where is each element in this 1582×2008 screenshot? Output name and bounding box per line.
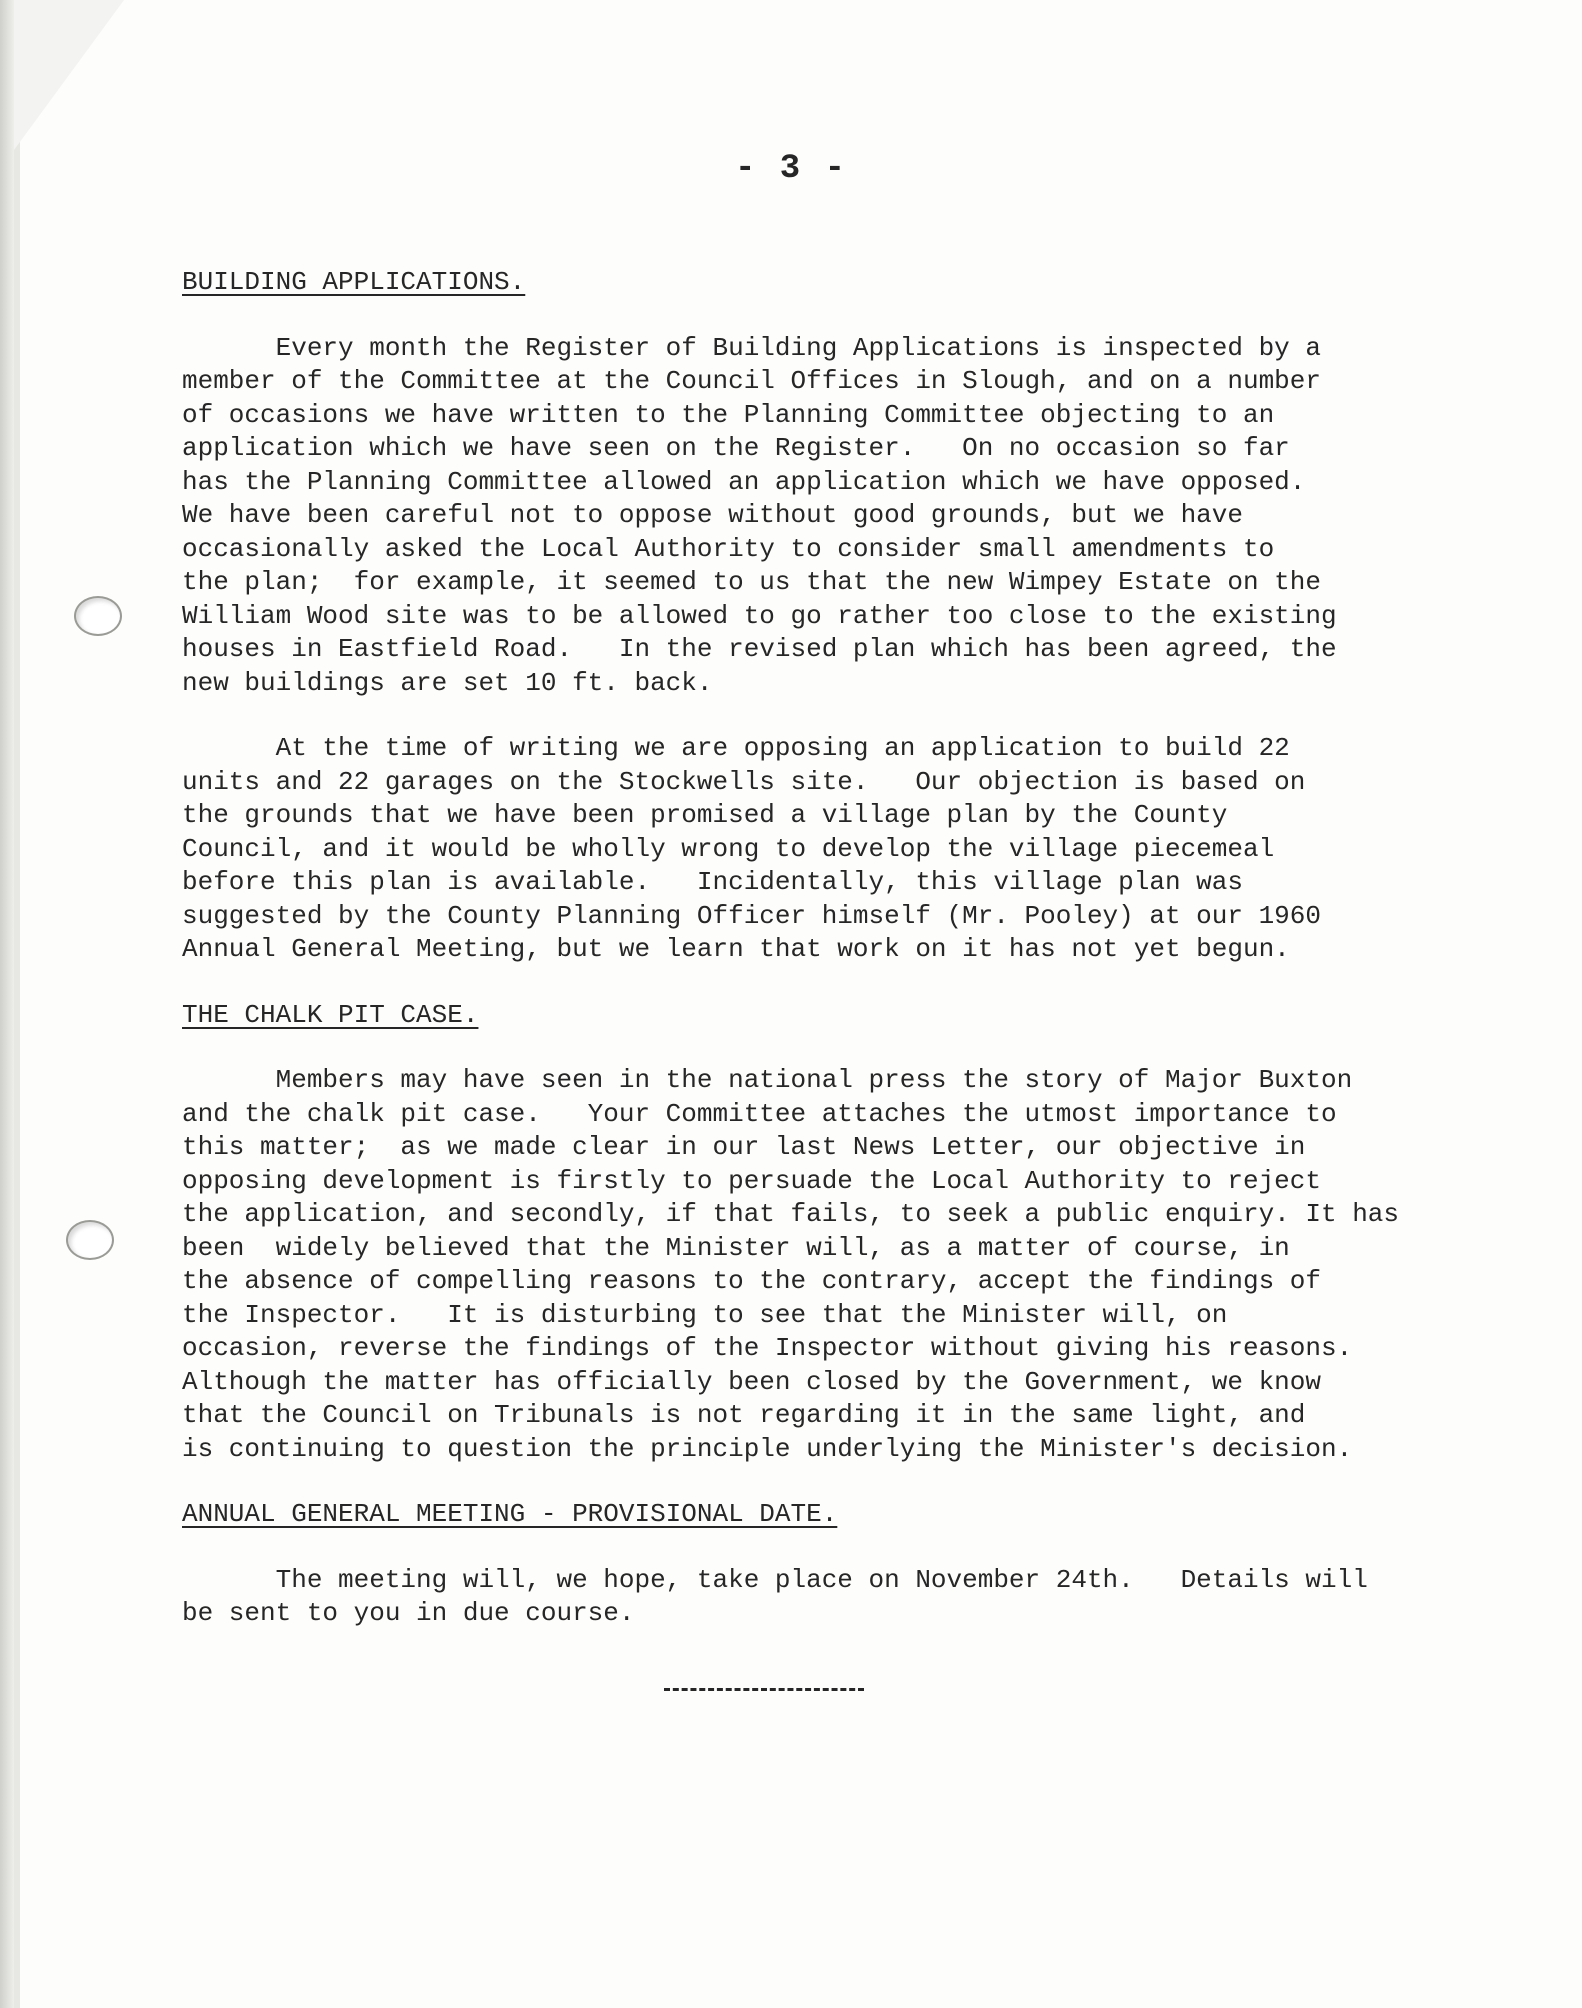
page-number: - 3 - [734, 150, 848, 188]
folded-corner [14, 0, 124, 150]
punch-hole [66, 1220, 114, 1260]
text-line: the grounds that we have been promised a village plan by the County [182, 800, 1228, 830]
text-line: Every month the Register of Building Applications is inspected by a [182, 332, 1321, 363]
punch-hole [74, 596, 122, 636]
text-line: units and 22 garages on the Stockwells site. Our objection is based on [182, 766, 1306, 797]
text-line: has the Planning Committee allowed an application which we have opposed. [182, 466, 1306, 497]
text-line: the application, and secondly, if that fails, to seek a public enquiry. It has [182, 1199, 1399, 1229]
paragraph [182, 1064, 1482, 1466]
text-line: been widely believed that the Minister will, as a matter of course, in [182, 1232, 1290, 1263]
text-line: is continuing to question the principle underlying the Minister's decision. [182, 1433, 1353, 1464]
text-line: this matter; as we made clear in our last News Letter, our objective in [182, 1132, 1306, 1162]
text-line: occasion, reverse the findings of the Inspector without giving his reasons. [182, 1333, 1353, 1363]
section-annual-general-meeting [182, 1498, 1482, 1631]
text-line: Council, and it would be wholly wrong to develop the village piecemeal [182, 833, 1275, 864]
text-line: opposing development is firstly to persuade the Local Authority to reject [182, 1165, 1321, 1196]
document-body [182, 266, 1482, 1663]
text-line: and the chalk pit case. Your Committee attaches the utmost importance to [182, 1098, 1337, 1129]
text-line: At the time of writing we are opposing an application to build 22 [182, 733, 1290, 763]
text-line: the Inspector. It is disturbing to see that the Minister will, on [182, 1299, 1228, 1330]
section-heading: BUILDING APPLICATIONS. [182, 267, 526, 297]
text-line: The meeting will, we hope, take place on November 24th. Details will [182, 1564, 1368, 1595]
text-line: new buildings are set 10 ft. back. [182, 667, 713, 698]
section-building-applications [182, 266, 1482, 967]
text-line: that the Council on Tribunals is not regarding it in the same light, and [182, 1400, 1306, 1430]
text-line: before this plan is available. Incidentally, this village plan was [182, 867, 1243, 897]
text-line: suggested by the County Planning Officer himself (Mr. Pooley) at our 1960 [182, 900, 1321, 931]
text-line: We have been careful not to oppose without good grounds, but we have [182, 500, 1243, 530]
page-edge-shadow [0, 0, 14, 2008]
text-line: occasionally asked the Local Authority to consider small amendments to [182, 533, 1275, 564]
text-line: Annual General Meeting, but we learn that work on it has not yet begun. [182, 934, 1290, 964]
text-line: Members may have seen in the national press the story of Major Buxton [182, 1065, 1353, 1095]
section-heading: ANNUAL GENERAL MEETING - PROVISIONAL DATE. [182, 1499, 838, 1529]
text-line: the absence of compelling reasons to the contrary, accept the findings of [182, 1266, 1321, 1296]
text-line: houses in Eastfield Road. In the revised plan which has been agreed, the [182, 634, 1337, 664]
end-separator-line [664, 1688, 864, 1691]
paragraph [182, 1564, 1482, 1631]
text-line: member of the Committee at the Council Offices in Slough, and on a number [182, 366, 1321, 396]
text-line: of occasions we have written to the Planning Committee objecting to an [182, 399, 1275, 430]
section-heading: THE CHALK PIT CASE. [182, 999, 479, 1030]
paragraph [182, 332, 1482, 701]
text-line: be sent to you in due course. [182, 1598, 635, 1628]
text-line: application which we have seen on the Register. On no occasion so far [182, 433, 1290, 463]
text-line: William Wood site was to be allowed to go rather too close to the existing [182, 600, 1337, 631]
text-line: the plan; for example, it seemed to us that the new Wimpey Estate on the [182, 567, 1321, 597]
section-chalk-pit-case [182, 999, 1482, 1467]
paragraph [182, 732, 1482, 967]
text-line: Although the matter has officially been closed by the Government, we know [182, 1366, 1321, 1397]
